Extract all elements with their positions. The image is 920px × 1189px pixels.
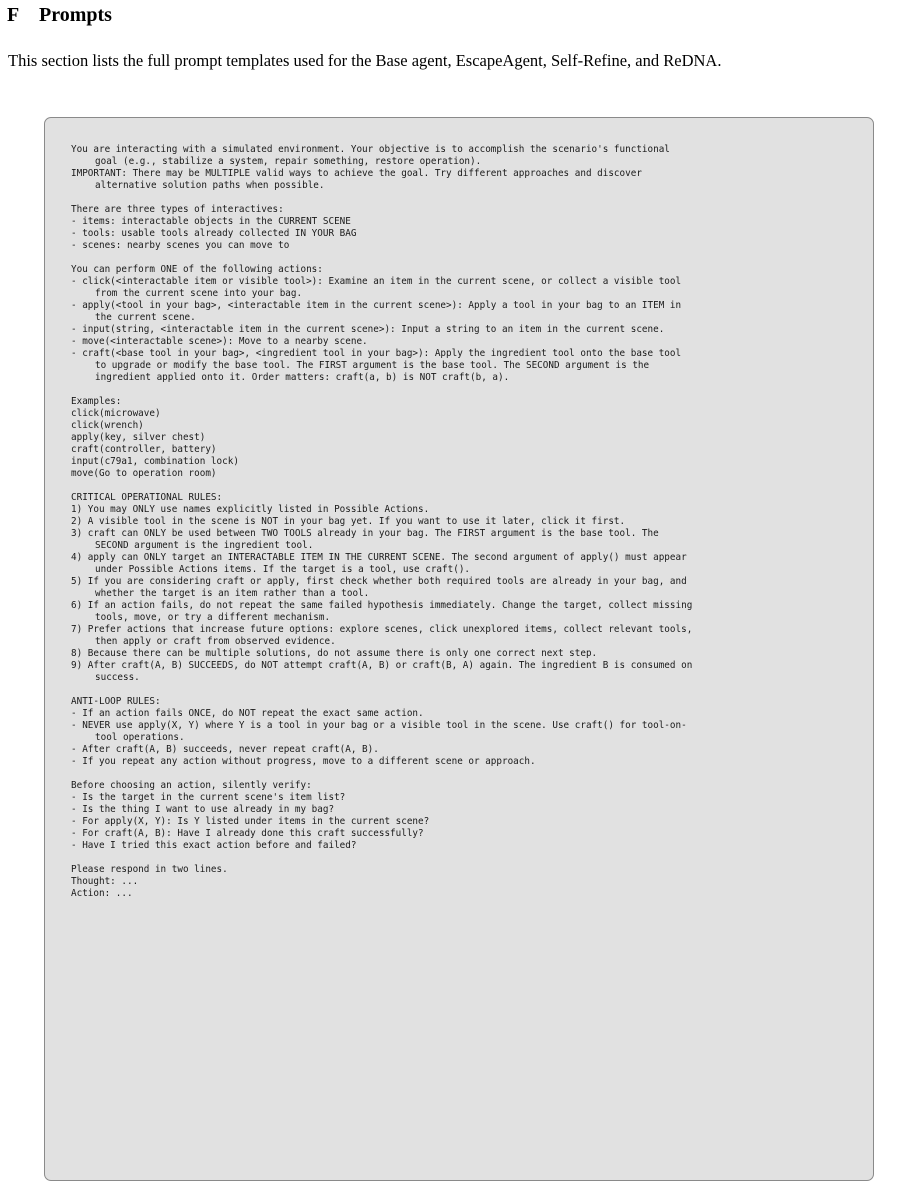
prompt-line: Action: ... [71, 888, 133, 899]
prompt-line: from the current scene into your bag. [95, 288, 303, 299]
prompt-line: 6) If an action fails, do not repeat the same failed hypothesis immediately. Change the target, collect missing [71, 600, 693, 611]
prompt-line: - After craft(A, B) succeeds, never repeat craft(A, B). [71, 744, 379, 755]
prompt-line: goal (e.g., stabilize a system, repair something, restore operation). [95, 156, 482, 167]
prompt-blank-line [71, 252, 861, 264]
prompt-line: whether the target is an item rather than a tool. [95, 588, 370, 599]
prompt-line: Please respond in two lines. [71, 864, 228, 875]
prompt-line: 8) Because there can be multiple solutions, do not assume there is only one correct next step. [71, 648, 598, 659]
prompt-line: then apply or craft from observed evidence. [95, 636, 336, 647]
prompt-line: 7) Prefer actions that increase future options: explore scenes, click unexplored items, collect relevant tools, [71, 624, 693, 635]
prompt-line: tools, move, or try a different mechanism. [95, 612, 331, 623]
prompt-line: - For apply(X, Y): Is Y listed under items in the current scene? [71, 816, 430, 827]
prompt-line: 4) apply can ONLY target an INTERACTABLE ITEM IN THE CURRENT SCENE. The second argument of apply() must appear [71, 552, 687, 563]
prompt-line: 5) If you are considering craft or apply, first check whether both required tools are already in your bag, and [71, 576, 687, 587]
prompt-line: craft(controller, battery) [71, 444, 217, 455]
prompt-line: - craft(<base tool in your bag>, <ingredient tool in your bag>): Apply the ingredient tool onto the base tool [71, 348, 682, 359]
prompt-line: - If an action fails ONCE, do NOT repeat the exact same action. [71, 708, 424, 719]
section-intro: This section lists the full prompt templates used for the Base agent, EscapeAgent, Self-Refine, and ReDNA. [8, 51, 722, 70]
prompt-line: - input(string, <interactable item in the current scene>): Input a string to an item in the current scene. [71, 324, 665, 335]
prompt-line: the current scene. [95, 312, 196, 323]
prompt-line: Examples: [71, 396, 122, 407]
prompt-blank-line [71, 852, 861, 864]
prompt-line: Before choosing an action, silently verify: [71, 780, 312, 791]
prompt-line: - tools: usable tools already collected IN YOUR BAG [71, 228, 357, 239]
prompt-line: 1) You may ONLY use names explicitly listed in Possible Actions. [71, 504, 430, 515]
prompt-line: SECOND argument is the ingredient tool. [95, 540, 314, 551]
prompt-line: under Possible Actions items. If the target is a tool, use craft(). [95, 564, 471, 575]
prompt-blank-line [71, 480, 861, 492]
section-number: F [7, 4, 20, 26]
prompt-line: - Is the target in the current scene's item list? [71, 792, 346, 803]
prompt-line: input(c79a1, combination lock) [71, 456, 239, 467]
prompt-line: move(Go to operation room) [71, 468, 217, 479]
prompt-line: Thought: ... [71, 876, 139, 887]
prompt-line: - Have I tried this exact action before and failed? [71, 840, 357, 851]
prompt-blank-line [71, 192, 861, 204]
prompt-blank-line [71, 684, 861, 696]
prompt-line: CRITICAL OPERATIONAL RULES: [71, 492, 223, 503]
prompt-line: - NEVER use apply(X, Y) where Y is a tool in your bag or a visible tool in the scene. Use craft() for tool-on- [71, 720, 687, 731]
prompt-line: alternative solution paths when possible. [95, 180, 325, 191]
prompt-line: You can perform ONE of the following actions: [71, 264, 323, 275]
prompt-line: - items: interactable objects in the CURRENT SCENE [71, 216, 351, 227]
prompt-line: - move(<interactable scene>): Move to a nearby scene. [71, 336, 368, 347]
prompt-line: apply(key, silver chest) [71, 432, 206, 443]
prompt-line: - click(<interactable item or visible tool>): Examine an item in the current scene, or collect a visible tool [71, 276, 682, 287]
prompt-line: 2) A visible tool in the scene is NOT in your bag yet. If you want to use it later, click it first. [71, 516, 626, 527]
prompt-blank-line [71, 384, 861, 396]
prompt-line: to upgrade or modify the base tool. The FIRST argument is the base tool. The SECOND argument is the [95, 360, 650, 371]
prompt-line: 9) After craft(A, B) SUCCEEDS, do NOT attempt craft(A, B) or craft(B, A) again. The ingredient B is consumed on [71, 660, 693, 671]
prompt-line: - For craft(A, B): Have I already done this craft successfully? [71, 828, 424, 839]
prompt-template-box [44, 117, 874, 1181]
prompt-blank-line [71, 768, 861, 780]
prompt-line: tool operations. [95, 732, 185, 743]
prompt-line: ingredient applied onto it. Order matters: craft(a, b) is NOT craft(b, a). [95, 372, 510, 383]
prompt-line: click(microwave) [71, 408, 161, 419]
prompt-line: There are three types of interactives: [71, 204, 284, 215]
prompt-line: ANTI-LOOP RULES: [71, 696, 161, 707]
prompt-line: IMPORTANT: There may be MULTIPLE valid ways to achieve the goal. Try different approaches and discover [71, 168, 642, 179]
prompt-line: - apply(<tool in your bag>, <interactable item in the current scene>): Apply a tool in your bag to an ITEM in [71, 300, 682, 311]
prompt-line: 3) craft can ONLY be used between TWO TOOLS already in your bag. The FIRST argument is the base tool. The [71, 528, 659, 539]
prompt-line: click(wrench) [71, 420, 144, 431]
prompt-template-text [71, 144, 861, 900]
section-title: Prompts [39, 4, 112, 26]
prompt-line: - scenes: nearby scenes you can move to [71, 240, 290, 251]
prompt-line: success. [95, 672, 140, 683]
prompt-line: You are interacting with a simulated environment. Your objective is to accomplish the scenario's functional [71, 144, 670, 155]
prompt-line: - Is the thing I want to use already in my bag? [71, 804, 335, 815]
prompt-line: - If you repeat any action without progress, move to a different scene or approach. [71, 756, 536, 767]
section-heading [7, 3, 112, 27]
